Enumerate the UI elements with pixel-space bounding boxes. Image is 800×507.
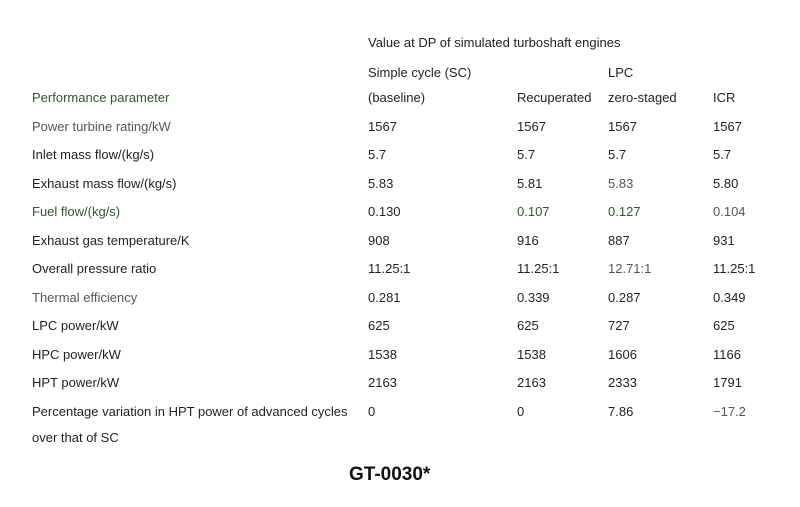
cell-rec: 1567 bbox=[517, 119, 546, 134]
cell-rec: 625 bbox=[517, 318, 539, 333]
row-param: Power turbine rating/kW bbox=[32, 119, 171, 134]
header-icr: ICR bbox=[713, 90, 736, 105]
cell-lpc: 0.287 bbox=[608, 290, 641, 305]
cell-icr: 1567 bbox=[713, 119, 742, 134]
header-sc-line2: (baseline) bbox=[368, 90, 426, 105]
cell-icr: −17.2 bbox=[713, 404, 746, 419]
row-param: Thermal efficiency bbox=[32, 290, 138, 305]
cell-sc: 0.130 bbox=[368, 204, 401, 219]
cell-sc: 908 bbox=[368, 233, 390, 248]
cell-sc: 5.7 bbox=[368, 147, 387, 162]
cell-icr: 625 bbox=[713, 318, 735, 333]
row-param: Overall pressure ratio bbox=[32, 261, 157, 276]
row-param: Exhaust gas temperature/K bbox=[32, 233, 190, 248]
row-param: Inlet mass flow/(kg/s) bbox=[32, 147, 155, 162]
cell-icr: 0.104 bbox=[713, 204, 746, 219]
cell-lpc: 887 bbox=[608, 233, 630, 248]
header-lpc-line1: LPC bbox=[608, 65, 634, 80]
row-param: LPC power/kW bbox=[32, 318, 119, 333]
cell-sc: 0.281 bbox=[368, 290, 401, 305]
cell-lpc: 727 bbox=[608, 318, 630, 333]
cell-sc: 5.83 bbox=[368, 176, 394, 191]
cell-icr: 931 bbox=[713, 233, 735, 248]
cell-lpc: 1606 bbox=[608, 347, 637, 362]
cell-lpc: 1567 bbox=[608, 119, 637, 134]
row-param-continuation: over that of SC bbox=[32, 430, 119, 445]
cell-rec: 916 bbox=[517, 233, 539, 248]
cell-sc: 1567 bbox=[368, 119, 397, 134]
cell-icr: 1166 bbox=[713, 347, 741, 362]
figure-caption: GT-0030* bbox=[349, 464, 431, 485]
cell-icr: 5.80 bbox=[713, 176, 739, 191]
cell-rec: 0 bbox=[517, 404, 525, 419]
cell-sc: 625 bbox=[368, 318, 390, 333]
cell-rec: 11.25:1 bbox=[517, 261, 560, 276]
cell-lpc: 2333 bbox=[608, 375, 637, 390]
cell-rec: 0.107 bbox=[517, 204, 550, 219]
row-param: HPT power/kW bbox=[32, 375, 120, 390]
cell-lpc: 0.127 bbox=[608, 204, 641, 219]
group-header: Value at DP of simulated turboshaft engines bbox=[368, 35, 621, 50]
cell-rec: 0.339 bbox=[517, 290, 550, 305]
row-param: Fuel flow/(kg/s) bbox=[32, 204, 121, 219]
cell-rec: 2163 bbox=[517, 375, 546, 390]
cell-rec: 1538 bbox=[517, 347, 546, 362]
header-sc-line1: Simple cycle (SC) bbox=[368, 65, 472, 80]
cell-icr: 0.349 bbox=[713, 290, 746, 305]
cell-rec: 5.7 bbox=[517, 147, 536, 162]
header-lpc-line2: zero-staged bbox=[608, 90, 677, 105]
cell-lpc: 5.83 bbox=[608, 176, 634, 191]
header-rec: Recuperated bbox=[517, 90, 592, 105]
cell-rec: 5.81 bbox=[517, 176, 543, 191]
cell-lpc: 7.86 bbox=[608, 404, 634, 419]
cell-lpc: 5.7 bbox=[608, 147, 627, 162]
cell-sc: 1538 bbox=[368, 347, 397, 362]
header-param: Performance parameter bbox=[32, 90, 170, 105]
cell-lpc: 12.71:1 bbox=[608, 261, 652, 276]
cell-icr: 11.25:1 bbox=[713, 261, 756, 276]
cell-sc: 0 bbox=[368, 404, 376, 419]
row-param: Percentage variation in HPT power of advanced cycles bbox=[32, 404, 348, 419]
row-param: Exhaust mass flow/(kg/s) bbox=[32, 176, 177, 191]
cell-sc: 11.25:1 bbox=[368, 261, 411, 276]
cell-sc: 2163 bbox=[368, 375, 397, 390]
row-param: HPC power/kW bbox=[32, 347, 121, 362]
cell-icr: 5.7 bbox=[713, 147, 732, 162]
cell-icr: 1791 bbox=[713, 375, 742, 390]
